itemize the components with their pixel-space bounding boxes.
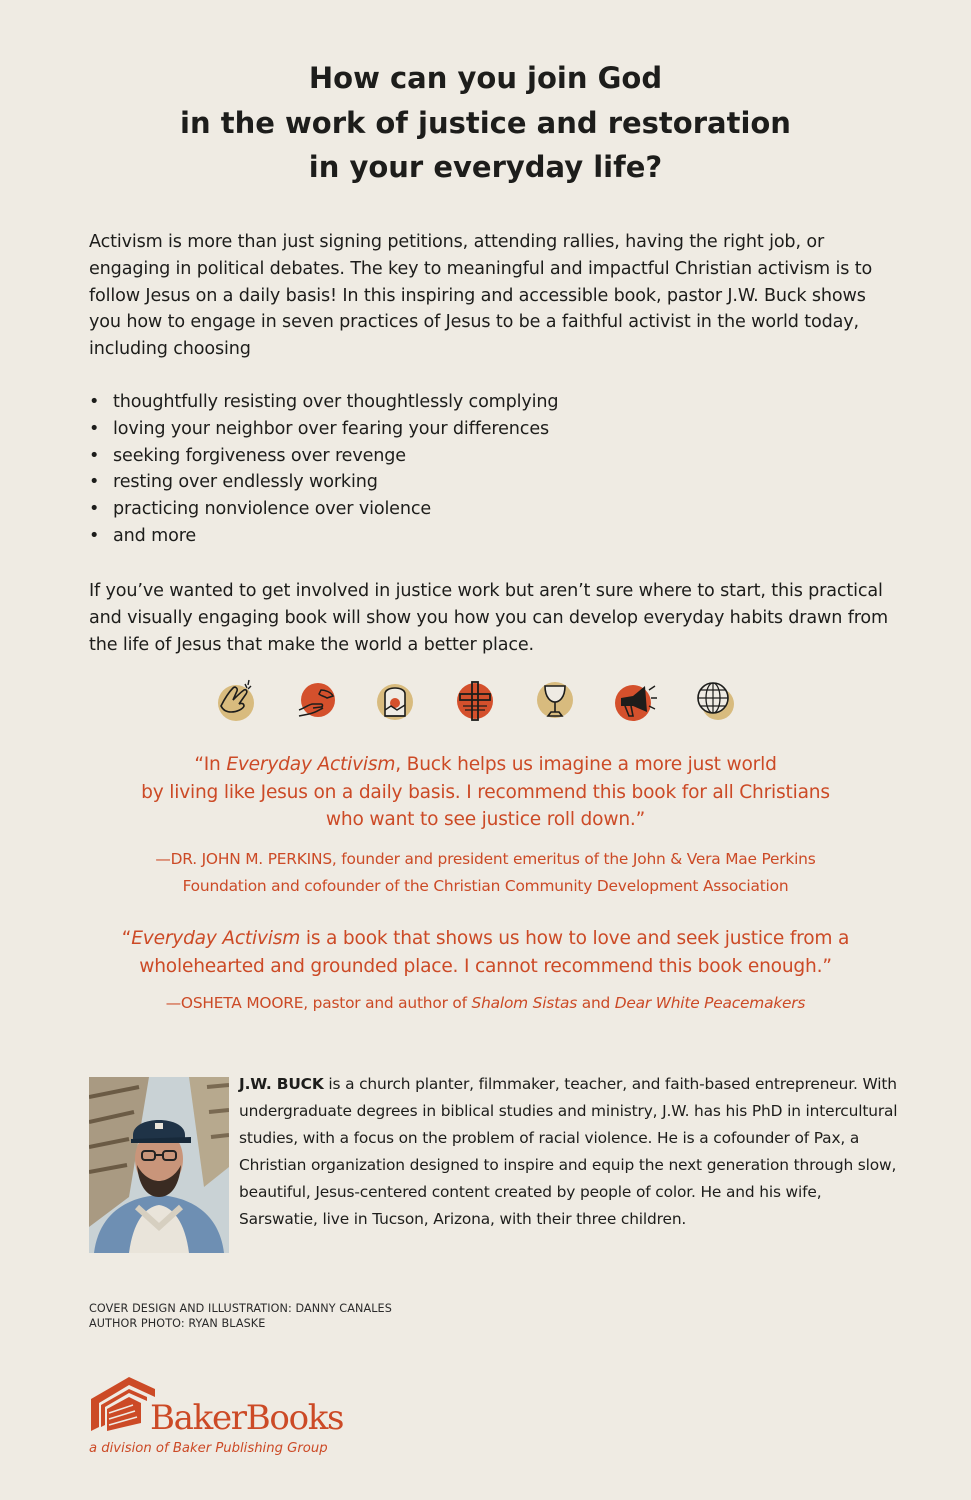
globe-icon [691, 676, 739, 724]
sunset-window-icon [371, 676, 419, 724]
list-item-text: thoughtfully resisting over thoughtlessly complying [113, 392, 559, 412]
chalice-icon [531, 676, 579, 724]
cross-icon [451, 676, 499, 724]
bio-text: is a church planter, filmmaker, teacher, and faith-based entrepreneur. With undergraduate degrees in biblical studies and ministry, J.W. has his PhD in intercultural studies, with a focus on the problem of racial violence. He is a cofounder of Pax, a Christian organization designed to inspire and equip the next generation through slow, beautiful, Jesus-centered content created by people of color. He and his wife, Sarswatie, live in Tucson, Arizona, with their three children. [239, 1075, 898, 1228]
list-item-text: loving your neighbor over fearing your differences [113, 418, 550, 439]
author-photo [89, 1077, 229, 1253]
book-title: Everyday Activism [226, 754, 396, 775]
bullet-glyph: • [89, 499, 100, 520]
credits [89, 1301, 589, 1331]
closing-paragraph: If you’ve wanted to get involved in justice work but aren’t sure where to start, this practical and visually engaging book will show you how you can develop everyday habits drawn from the life of Jesus that make the world a better place. [89, 581, 889, 655]
list-item-text: seeking forgiveness over revenge [113, 445, 406, 466]
list-item [89, 443, 789, 470]
attribution-text: and [577, 994, 615, 1012]
bakerbooks-logo-icon [89, 1375, 157, 1435]
bullet-glyph: • [89, 445, 100, 466]
attribution-text: —OSHETA MOORE, pastor and author of [165, 994, 472, 1012]
quote-text: by living like Jesus on a daily basis. I recommend this book for all Christians [141, 781, 830, 803]
author-photo-credit: AUTHOR PHOTO: RYAN BLASKE [89, 1317, 266, 1330]
endorsement-quote-2 [0, 925, 971, 980]
author-name: J.W. BUCK [239, 1075, 324, 1093]
bullet-glyph: • [89, 472, 100, 493]
attribution-line: Foundation and cofounder of the Christian Community Development Association [182, 877, 789, 895]
book-title: Shalom Sistas [471, 994, 578, 1012]
quote-open: “In [194, 754, 227, 775]
quote-text: , Buck helps us imagine a more just world [395, 754, 777, 775]
practice-icons-row [211, 676, 751, 724]
quote-text: who want to see justice roll down.” [325, 809, 646, 830]
praying-hands-icon [211, 676, 259, 724]
headline-line-2: in the work of justice and restoration [180, 105, 791, 140]
helping-hands-icon [291, 676, 339, 724]
headline-line-1: How can you join God [308, 61, 663, 95]
bullet-glyph: • [89, 525, 100, 546]
endorsement-attribution-1 [0, 846, 971, 900]
list-item [89, 416, 789, 443]
headline-line-3: in your everyday life? [308, 150, 663, 184]
list-item-text: practicing nonviolence over violence [113, 499, 432, 520]
megaphone-icon [611, 676, 659, 724]
intro-paragraph: Activism is more than just signing petitions, attending rallies, having the right job, or engaging in political debates. The key to meaningful and impactful Christian activism is to follow Jesus on a daily basis! In this inspiring and accessible book, pastor J.W. Buck shows you how to engage in seven practices of Jesus to be a faithful activist in the world today, including choosing [89, 232, 873, 360]
headline [0, 56, 971, 190]
list-item-text: resting over endlessly working [113, 472, 378, 493]
quote-text: is a book that shows us how to love and seek justice from a [300, 928, 850, 949]
author-bio [239, 1071, 899, 1233]
practices-list [89, 389, 789, 550]
bullet-glyph: • [89, 418, 100, 439]
quote-text: wholehearted and grounded place. I cannot recommend this book enough.” [139, 955, 832, 977]
list-item [89, 469, 789, 496]
list-item-text: and more [113, 525, 197, 546]
book-title: Dear White Peacemakers [614, 994, 806, 1012]
book-title: Everyday Activism [131, 928, 301, 949]
list-item [89, 523, 789, 550]
attribution-line: —DR. JOHN M. PERKINS, founder and president emeritus of the John & Vera Mae Perkins [155, 850, 816, 868]
endorsement-attribution-2 [0, 990, 971, 1017]
publisher-name: BakerBooks [150, 1398, 344, 1438]
cover-design-credit: COVER DESIGN AND ILLUSTRATION: DANNY CANALES [89, 1302, 392, 1315]
quote-open: “ [121, 928, 132, 949]
bullet-glyph: • [89, 392, 100, 412]
endorsement-quote-1 [0, 751, 971, 834]
list-item [89, 389, 789, 416]
list-item [89, 496, 789, 523]
publisher-tagline: a division of Baker Publishing Group [89, 1441, 328, 1456]
